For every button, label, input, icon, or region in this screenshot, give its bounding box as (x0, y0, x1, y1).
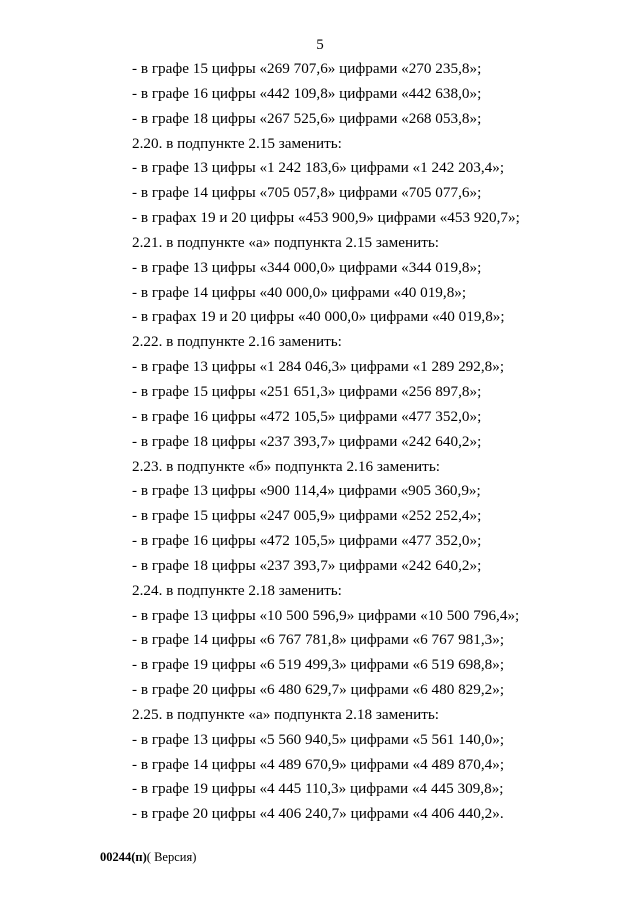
section-heading: 2.23. в подпункте «б» подпункта 2.16 заменить: (132, 457, 440, 475)
document-code: 00244(п) (100, 850, 147, 864)
list-item: - в графах 19 и 20 цифры «40 000,0» цифрами «40 019,8»; (132, 308, 505, 326)
list-item: - в графах 19 и 20 цифры «453 900,9» цифрами «453 920,7»; (132, 209, 520, 227)
list-item: - в графе 13 цифры «10 500 596,9» цифрами «10 500 796,4»; (132, 606, 520, 624)
list-item: - в графе 15 цифры «247 005,9» цифрами «252 252,4»; (132, 507, 482, 525)
list-item: - в графе 19 цифры «4 445 110,3» цифрами «4 445 309,8»; (132, 780, 504, 798)
section-heading: 2.22. в подпункте 2.16 заменить: (132, 333, 342, 351)
list-item: - в графе 13 цифры «344 000,0» цифрами «344 019,8»; (132, 258, 482, 276)
page-number: 5 (316, 37, 324, 53)
list-item: - в графе 16 цифры «442 109,8» цифрами «442 638,0»; (132, 84, 482, 102)
list-item: - в графе 14 цифры «4 489 670,9» цифрами «4 489 870,4»; (132, 755, 505, 773)
document-version: ( Версия) (146, 850, 197, 864)
section-heading: 2.20. в подпункте 2.15 заменить: (132, 134, 342, 152)
list-item: - в графе 18 цифры «267 525,6» цифрами «268 053,8»; (132, 109, 482, 127)
document-footer (100, 849, 196, 865)
list-item: - в графе 14 цифры «6 767 781,8» цифрами «6 767 981,3»; (132, 631, 505, 649)
list-item: - в графе 15 цифры «269 707,6» цифрами «270 235,8»; (132, 60, 482, 77)
list-item: - в графе 13 цифры «1 242 183,6» цифрами «1 242 203,4»; (132, 159, 505, 177)
list-item: - в графе 13 цифры «900 114,4» цифрами «905 360,9»; (132, 482, 481, 500)
list-item: - в графе 20 цифры «6 480 629,7» цифрами «6 480 829,2»; (132, 681, 505, 699)
section-heading: 2.21. в подпункте «а» подпункта 2.15 заменить: (132, 233, 439, 251)
list-item: - в графе 18 цифры «237 393,7» цифрами «242 640,2»; (132, 432, 482, 450)
list-item: - в графе 19 цифры «6 519 499,3» цифрами «6 519 698,8»; (132, 656, 505, 674)
list-item: - в графе 20 цифры «4 406 240,7» цифрами «4 406 440,2». (132, 805, 504, 823)
list-item: - в графе 15 цифры «251 651,3» цифрами «256 897,8»; (132, 382, 482, 400)
list-item: - в графе 14 цифры «40 000,0» цифрами «40 019,8»; (132, 283, 467, 301)
section-heading: 2.25. в подпункте «а» подпункта 2.18 заменить: (132, 705, 439, 723)
list-item: - в графе 13 цифры «1 284 046,3» цифрами «1 289 292,8»; (132, 358, 505, 376)
section-heading: 2.24. в подпункте 2.18 заменить: (132, 581, 342, 599)
list-item: - в графе 13 цифры «5 560 940,5» цифрами «5 561 140,0»; (132, 730, 505, 748)
list-item: - в графе 18 цифры «237 393,7» цифрами «242 640,2»; (132, 556, 482, 574)
list-item: - в графе 16 цифры «472 105,5» цифрами «477 352,0»; (132, 532, 482, 550)
document-body (132, 57, 612, 827)
list-item: - в графе 16 цифры «472 105,5» цифрами «477 352,0»; (132, 407, 482, 425)
list-item: - в графе 14 цифры «705 057,8» цифрами «705 077,6»; (132, 184, 482, 202)
